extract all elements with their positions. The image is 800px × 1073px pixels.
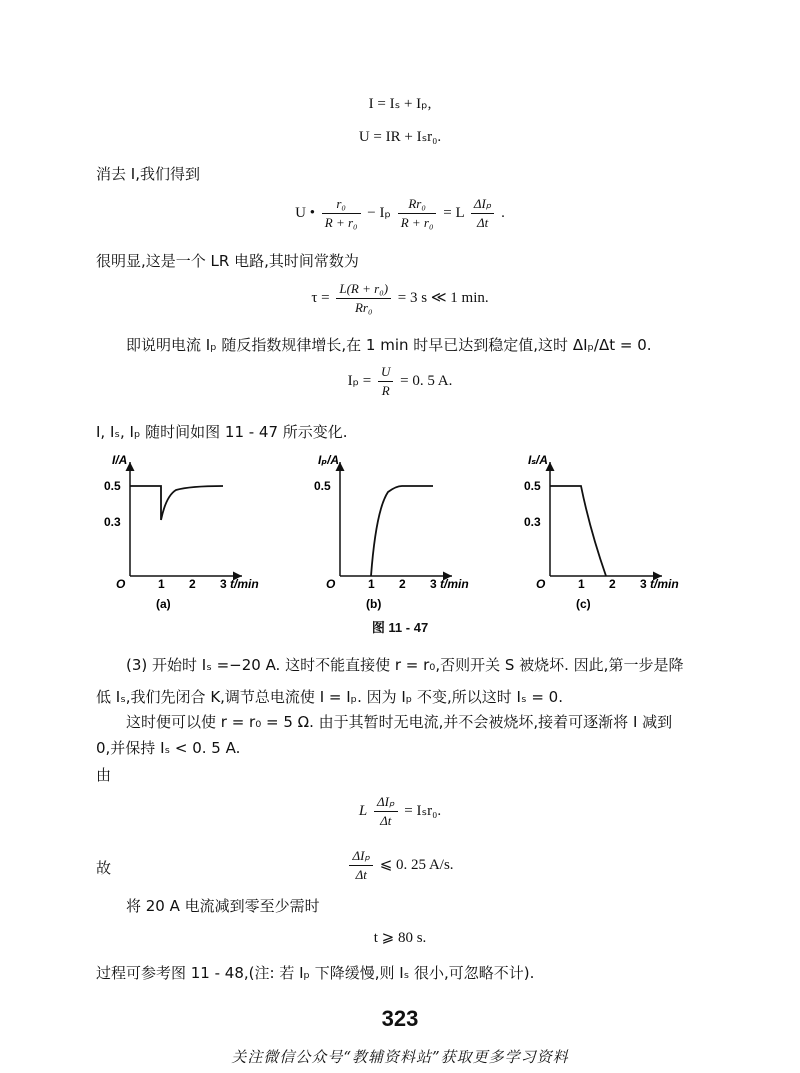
equation-voltage: U = IR + Iₛr₀. — [358, 129, 442, 145]
ip-fraction: $\frac{U}{R}$ — [378, 364, 393, 399]
eq3-fraction-1: $\frac{\text{r₀}}{\text{R + r₀}}$ — [322, 196, 361, 231]
text-process-reference: 过程可参考图 11 - 48,(注: 若 Iₚ 下降缓慢,则 Iₛ 很小,可忽略不计). — [96, 964, 535, 982]
origin-label: O — [536, 577, 546, 591]
footer-watermark: 关注微信公众号“教辅资料站”获取更多学习资料 — [231, 1048, 569, 1066]
tick-x2: 2 — [189, 577, 196, 591]
text-therefore: 故 — [96, 859, 112, 877]
figure-11-47 — [90, 450, 710, 615]
origin-label: O — [116, 577, 126, 591]
tick-x2: 2 — [399, 577, 406, 591]
xlabel: t/min — [230, 577, 259, 591]
origin-label: O — [326, 577, 336, 591]
eq3-fraction-3: $\frac{\text{ΔIₚ}}{\Delta t}$ — [471, 196, 495, 231]
panel-c — [524, 453, 679, 611]
tick-label-0.5: 0.5 — [524, 479, 541, 493]
equation-inductor: L $\frac{\text{ΔIₚ}}{\Delta t}$ = Iₛr₀. — [358, 794, 442, 828]
equation-tau: τ = $\frac{\text{L(R + r₀)}}{\text{Rr₀}}$ = 3 s ≪ 1 min. — [311, 281, 489, 315]
eq3-eq: = L — [443, 204, 465, 221]
text-from: 由 — [96, 766, 112, 784]
equation-ip: Iₚ = $\frac{U}{R}$ = 0. 5 A. — [347, 364, 453, 398]
paragraph-4-line-2: 0,并保持 Iₛ < 0. 5 A. — [96, 739, 241, 757]
tick-label-0.3: 0.3 — [104, 515, 121, 529]
panel-b — [314, 453, 469, 611]
text-eliminate-i: 消去 I,我们得到 — [96, 165, 200, 183]
panel-label: (b) — [366, 597, 382, 611]
text-exponential-growth: 即说明电流 Iₚ 随反指数规律增长,在 1 min 时早已达到稳定值,这时 ΔIₚ/Δt = 0. — [126, 336, 652, 354]
tick-label-0.3: 0.3 — [524, 515, 541, 529]
ylabel: Iₛ/A — [528, 453, 548, 467]
paragraph-3-line-1: (3) 开始时 Iₛ =−20 A. 这时不能直接使 r = r₀,否则开关 S 被烧坏. 因此,第一步是降 — [126, 656, 684, 674]
series-line-i — [130, 486, 223, 520]
text-figure-ref: I, Iₛ, Iₚ 随时间如图 11 - 47 所示变化. — [96, 423, 348, 441]
tick-x2: 2 — [609, 577, 616, 591]
tick-x3: 3 — [430, 577, 437, 591]
series-line-is — [550, 486, 606, 576]
eq3-fraction-2: $\frac{\text{Rr₀}}{\text{R + r₀}}$ — [398, 196, 437, 231]
tau-fraction: $\frac{\text{L(R + r₀)}}{\text{Rr₀}}$ — [336, 281, 391, 316]
text-lr-circuit: 很明显,这是一个 LR 电路,其时间常数为 — [96, 252, 359, 270]
paragraph-4-line-1: 这时便可以使 r = r₀ = 5 Ω. 由于其暂时无电流,并不会被烧坏,接着可逐渐将 I 减到 — [126, 713, 673, 731]
equation-lr: U • $\frac{\text{r₀}}{\text{R + r₀}}$ − Iₚ $\frac{\text{Rr₀}}{\text{R + r₀}}$ = L $\frac{\text{ΔIₚ}}{\Delta t}$ . — [295, 196, 505, 230]
rate-fraction: $\frac{\text{ΔIₚ}}{\Delta t}$ — [349, 848, 373, 883]
eq3-lhs: U • — [295, 204, 315, 221]
text-reduce-current: 将 20 A 电流减到零至少需时 — [126, 897, 320, 915]
panel-label: (a) — [156, 597, 171, 611]
equation-current-sum: I = Iₛ + Iₚ, — [368, 96, 432, 112]
equation-rate: $\frac{\text{ΔIₚ}}{\Delta t}$ ⩽ 0. 25 A/s. — [0, 848, 800, 883]
panel-label: (c) — [576, 597, 591, 611]
paragraph-3-line-2: 低 Iₛ,我们先闭合 K,调节总电流使 I = Iₚ. 因为 Iₚ 不变,所以这时 Iₛ = 0. — [96, 688, 563, 706]
panel-a — [104, 453, 259, 611]
tick-x1: 1 — [578, 577, 585, 591]
equation-time: t ⩾ 80 s. — [373, 930, 427, 946]
tick-x3: 3 — [220, 577, 227, 591]
eq3-mid: − Iₚ — [367, 204, 391, 221]
xlabel: t/min — [440, 577, 469, 591]
xlabel: t/min — [650, 577, 679, 591]
figure-caption: 图 11 - 47 — [371, 620, 429, 635]
page-number: 323 — [381, 1006, 419, 1031]
series-line-ip — [371, 486, 433, 576]
tick-x1: 1 — [158, 577, 165, 591]
tick-label-0.5: 0.5 — [314, 479, 331, 493]
l-fraction: $\frac{\text{ΔIₚ}}{\Delta t}$ — [374, 794, 398, 829]
ylabel: I/A — [112, 453, 128, 467]
ylabel: Iₚ/A — [318, 453, 340, 467]
tick-x3: 3 — [640, 577, 647, 591]
tick-label-0.5: 0.5 — [104, 479, 121, 493]
tick-x1: 1 — [368, 577, 375, 591]
